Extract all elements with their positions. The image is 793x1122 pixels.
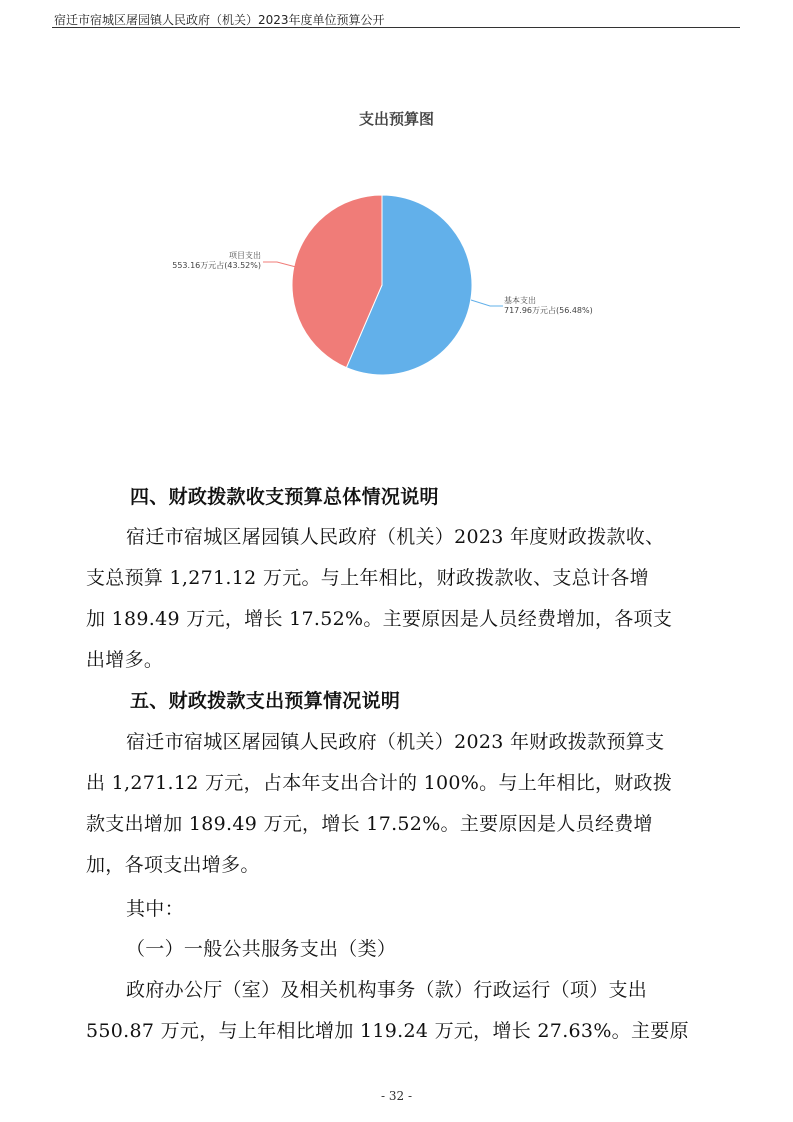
paragraph-line: 出增多。 [86,649,164,671]
paragraph-line: 政府办公厅（室）及相关机构事务（款）行政运行（项）支出 [126,979,648,1001]
paragraph-line: 宿迁市宿城区屠园镇人民政府（机关）2023 年度财政拨款收、 [126,526,665,548]
header-divider [52,27,740,28]
chart-title: 支出预算图 [358,110,434,128]
section-heading: 四、财政拨款收支预算总体情况说明 [130,486,439,508]
slice-label-basic-name: 基本支出 [504,296,536,305]
paragraph-line: 加 189.49 万元，增长 17.52%。主要原因是人员经费增加，各项支 [86,608,673,630]
paragraph-line: 出 1,271.12 万元，占本年支出合计的 100%。与上年相比，财政拨 [86,772,673,794]
expenditure-pie-chart [0,90,793,410]
page-number: - 32 - [380,1089,412,1103]
pie-svg [0,90,793,410]
section-heading: 五、财政拨款支出预算情况说明 [130,690,401,712]
paragraph-line: （一）一般公共服务支出（类） [126,938,397,960]
paragraph-line: 支总预算 1,271.12 万元。与上年相比，财政拨款收、支总计各增 [86,567,649,589]
slice-label-project-name: 项目支出 [229,251,261,260]
paragraph-line: 宿迁市宿城区屠园镇人民政府（机关）2023 年财政拨款预算支 [126,731,665,753]
paragraph-line: 加，各项支出增多。 [86,854,260,876]
paragraph-line: 款支出增加 189.49 万元，增长 17.52%。主要原因是人员经费增 [86,813,653,835]
slice-label-basic [504,296,593,316]
document-header: 宿迁市宿城区屠园镇人民政府（机关）2023年度单位预算公开 [54,13,385,27]
slice-label-project-value: 553.16万元占(43.52%) [172,261,261,270]
slice-label-basic-value: 717.96万元占(56.48%) [504,306,593,315]
leader-line-project [263,262,296,267]
leader-line-basic [471,300,503,306]
paragraph-line: 其中： [126,898,184,920]
paragraph-line: 550.87 万元，与上年相比增加 119.24 万元，增长 27.63%。主要原 [86,1020,689,1042]
slice-label-project [156,251,261,271]
